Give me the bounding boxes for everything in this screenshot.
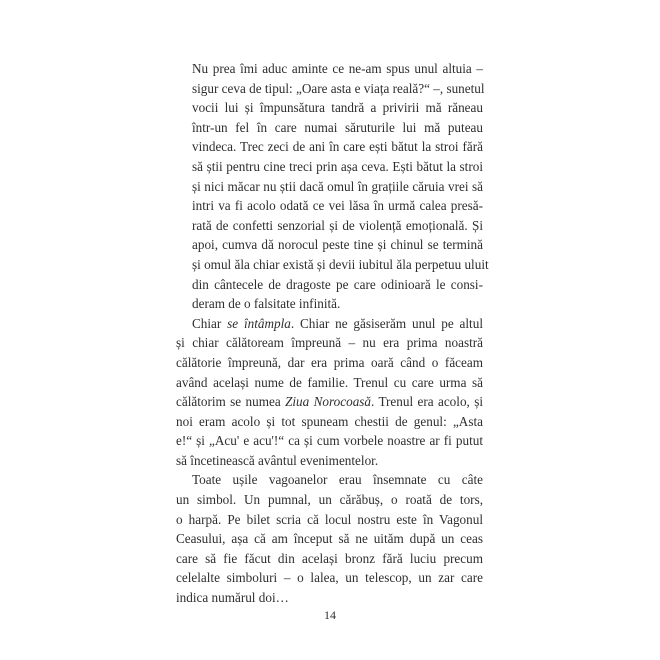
text-line: celelalte simboluri – o lalea, un telescop, un zar care [176,570,483,586]
text-line: vindeca. Trec zeci de ani în care ești bătut la stroi fără [192,139,483,155]
text-line: indica numărul doi… [176,590,289,606]
text-line: Ceasului, așa că am început să ne uităm după un ceas [176,531,483,547]
text-line: din cântecele de dragoste pe care odinioară le consi- [192,276,483,292]
text-line: e!“ și „Acu' e acu'!“ ca și cum vorbele noastre ar fi putut [176,433,483,449]
text-line: intri va fi acolo odată ce vei lăsa în urmă calea presă- [192,198,483,214]
text-line: să încetinească avântul evenimentelor. [176,452,379,468]
text-line: și omul ăla chiar există și devii iubitul ăla perpetuu uluit [192,256,489,272]
paragraph-1 [176,59,489,314]
italic-text-run: se întâmpla [227,315,291,331]
text-line: vocii lui și împunsătura tandră a privirii mă răneau [192,100,483,116]
text-line: care să fie făcut din același bronz fără luciu precum [176,550,483,566]
italic-text-run: Ziua Norocoasă [285,394,372,410]
paragraph-2 [176,314,483,471]
page-number: 14 [324,608,336,622]
text-line: Nu prea îmi aduc aminte ce ne-am spus unul altuia – [192,61,483,76]
text-line: apoi, cumva dă norocul peste tine și chinul se termină [192,237,483,253]
text-line: noi eram acolo și tot spuneam chestii de genul: „Asta [176,413,483,429]
text-line: să știi pentru cine treci prin așa ceva. Ești bătut la stroi [192,158,483,174]
paragraph-3 [176,470,483,607]
text-line: un simbol. Un pumnal, un cărăbuș, o roată de tors, [176,492,483,508]
text-line: călătorie împreună, dar era prima oară când o făceam [176,354,483,370]
text-line: sigur ceva de tipul: „Oare asta e viața reală?“ –, sunetul [192,80,485,96]
text-line: Toate ușile vagoanelor erau însemnate cu câte [192,472,483,488]
text-run: . Trenul era acolo, și [371,394,484,410]
text-line: rată de confetti senzorial și de violență emoțională. Și [192,217,483,233]
text-line [176,392,483,412]
text-run: călătorim se numea [176,394,286,410]
text-line: deram de o falsitate infinită. [192,296,341,312]
body-text [176,59,489,608]
text-run: Chiar [192,315,228,331]
text-run: . Chiar ne găsiserăm unul pe altul [290,315,483,331]
text-line: și chiar călătoream împreună – nu era prima noastră [176,335,483,351]
text-line [176,314,483,334]
text-line: și nici măcar nu știi dacă omul în grațiile căruia vrei să [192,178,483,194]
text-line: într-un fel în care numai săruturile lui mă puteau [192,119,483,135]
text-line: având același nume de familie. Trenul cu care urma să [176,374,483,390]
text-line: o harpă. Pe bilet scria că locul nostru este în Vagonul [176,511,483,527]
